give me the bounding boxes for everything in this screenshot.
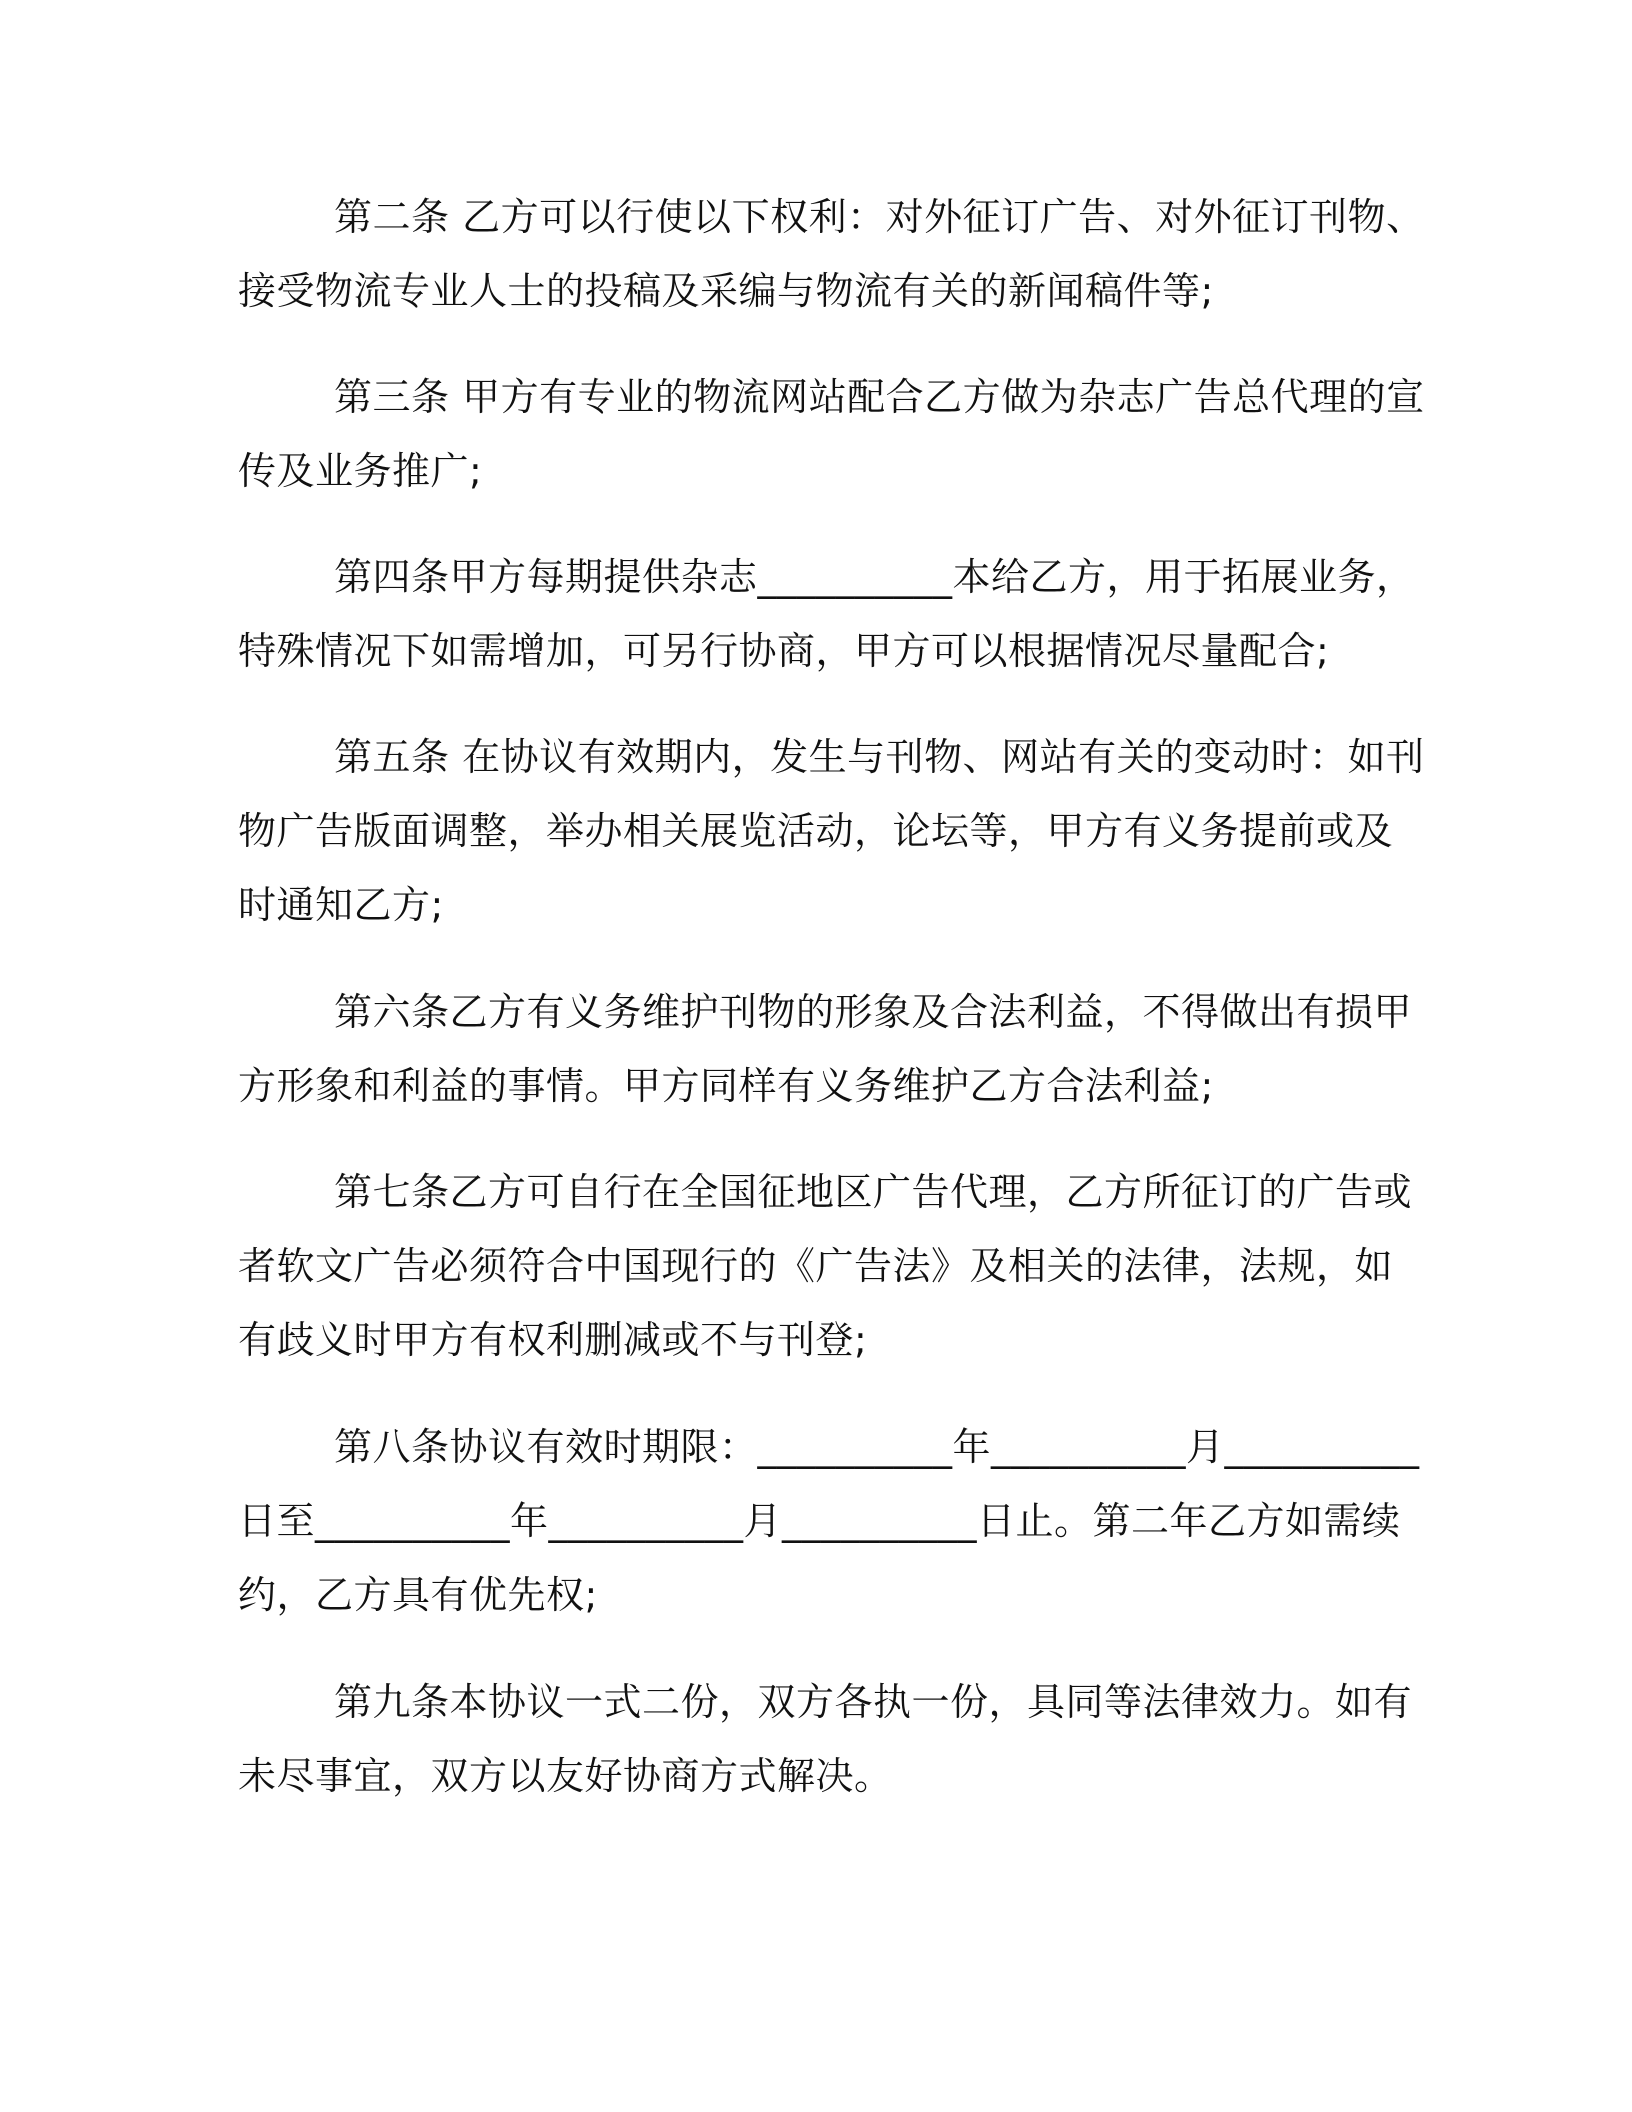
clause-7-line-3: 有歧义时甲方有权利删减或不与刊登; xyxy=(238,1318,868,1362)
clause-9-line-2: 未尽事宜，双方以友好协商方式解决。 xyxy=(238,1754,893,1798)
clause-8-line-1: 第八条协议有效时期限：__________年__________月__________ xyxy=(334,1425,1420,1469)
clause-4-line-1: 第四条甲方每期提供杂志__________本给乙方，用于拓展业务， xyxy=(334,555,1415,599)
clause-3-line-2: 传及业务推广; xyxy=(238,449,483,493)
clause-8 xyxy=(238,1410,1420,1632)
clause-2 xyxy=(238,180,1425,328)
clause-4 xyxy=(238,540,1415,688)
clause-6-line-2: 方形象和利益的事情。甲方同样有义务维护乙方合法利益; xyxy=(238,1064,1214,1108)
clause-5-line-1: 第五条 在协议有效期内，发生与刊物、网站有关的变动时：如刊 xyxy=(334,735,1425,779)
clause-8-line-3: 约，乙方具有优先权; xyxy=(238,1573,598,1617)
clause-2-line-2: 接受物流专业人士的投稿及采编与物流有关的新闻稿件等; xyxy=(238,269,1214,313)
clause-6-line-1: 第六条乙方有义务维护刊物的形象及合法利益，不得做出有损甲 xyxy=(334,990,1413,1034)
clause-8-line-2: 日至__________年__________月__________日止。第二年乙方如需续 xyxy=(238,1499,1401,1543)
clause-4-line-2: 特殊情况下如需增加，可另行协商，甲方可以根据情况尽量配合; xyxy=(238,629,1330,673)
clause-7 xyxy=(238,1155,1413,1377)
clause-5-line-2: 物广告版面调整，举办相关展览活动，论坛等，甲方有义务提前或及 xyxy=(238,809,1394,853)
clause-7-line-1: 第七条乙方可自行在全国征地区广告代理，乙方所征订的广告或 xyxy=(334,1170,1413,1214)
clause-2-line-1: 第二条 乙方可以行使以下权利：对外征订广告、对外征订刊物、 xyxy=(334,195,1425,239)
clause-9 xyxy=(238,1665,1413,1813)
clause-6 xyxy=(238,975,1413,1123)
clause-3-line-1: 第三条 甲方有专业的物流网站配合乙方做为杂志广告总代理的宣 xyxy=(334,375,1425,419)
clause-5 xyxy=(238,720,1425,942)
clause-5-line-3: 时通知乙方; xyxy=(238,883,444,927)
clause-3 xyxy=(238,360,1425,508)
clause-7-line-2: 者软文广告必须符合中国现行的《广告法》及相关的法律，法规，如 xyxy=(238,1244,1394,1288)
clause-9-line-1: 第九条本协议一式二份，双方各执一份，具同等法律效力。如有 xyxy=(334,1680,1413,1724)
